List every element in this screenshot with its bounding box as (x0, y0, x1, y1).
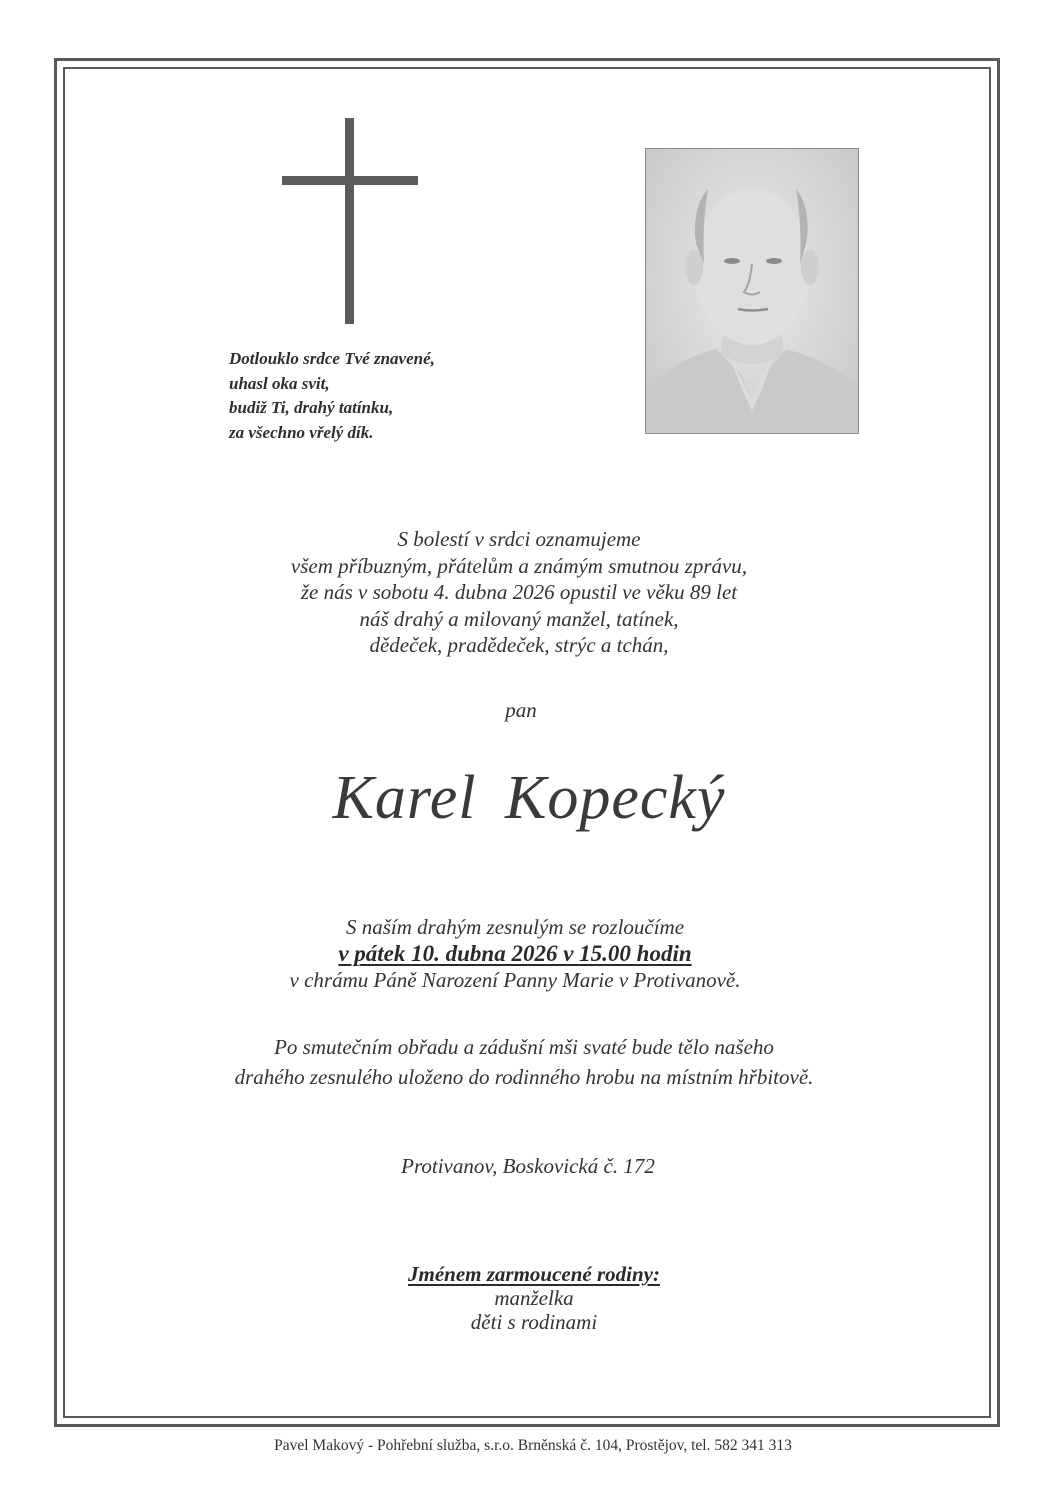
announcement-line: dědeček, pradědeček, strýc a tchán, (369, 633, 669, 657)
announcement-line: S bolestí v srdci oznamujeme (397, 527, 641, 551)
announcement-line: všem příbuzným, přátelům a známým smutnou zprávu, (290, 553, 748, 578)
family-heading: Jménem zarmoucené rodiny: (408, 1262, 660, 1286)
verse-line: za všechno vřelý dík. (229, 422, 374, 442)
verse-line: Dotlouklo srdce Tvé znavené, (229, 349, 435, 368)
cross-horizontal-bar (282, 176, 418, 185)
cross-icon (282, 118, 418, 324)
portrait-photo (645, 148, 859, 434)
family-signature (5, 1262, 1058, 1334)
verse-line: budiž Ti, drahý tatínku, (229, 398, 394, 417)
announcement-text (0, 526, 1048, 659)
farewell-place: v chrámu Páně Narození Panny Marie v Protivanově. (289, 968, 741, 992)
verse-line: uhasl oka svit, (229, 373, 330, 393)
announcement-line: náš drahý a milovaný manžel, tatínek, (359, 606, 679, 631)
burial-line: Po smutečním obřadu a zádušní mši svaté bude tělo našeho (274, 1035, 774, 1059)
title-pan: pan (505, 698, 537, 722)
farewell-details (0, 914, 1044, 994)
family-member: děti s rodinami (470, 1310, 598, 1334)
farewell-date-time: v pátek 10. dubna 2026 v 15.00 hodin (338, 940, 692, 966)
funeral-service-footer: Pavel Makový - Pohřební služba, s.r.o. Brněnská č. 104, Prostějov, tel. 582 341 313 (274, 1437, 792, 1454)
family-member: manželka (494, 1286, 574, 1310)
cross-vertical-bar (345, 118, 354, 324)
deceased-name: Karel Kopecký (332, 764, 726, 832)
burial-information (0, 1032, 1053, 1092)
announcement-line: že nás v sobotu 4. dubna 2026 opustil ve věku 89 let (300, 580, 738, 604)
portrait-silhouette-icon (646, 149, 858, 433)
family-address: Protivanov, Boskovická č. 172 (401, 1154, 655, 1178)
memorial-verse (229, 347, 435, 445)
burial-line: drahého zesnulého uloženo do rodinného hrobu na místním hřbitově. (234, 1065, 814, 1089)
farewell-intro: S naším drahým zesnulým se rozloučíme (345, 915, 685, 939)
